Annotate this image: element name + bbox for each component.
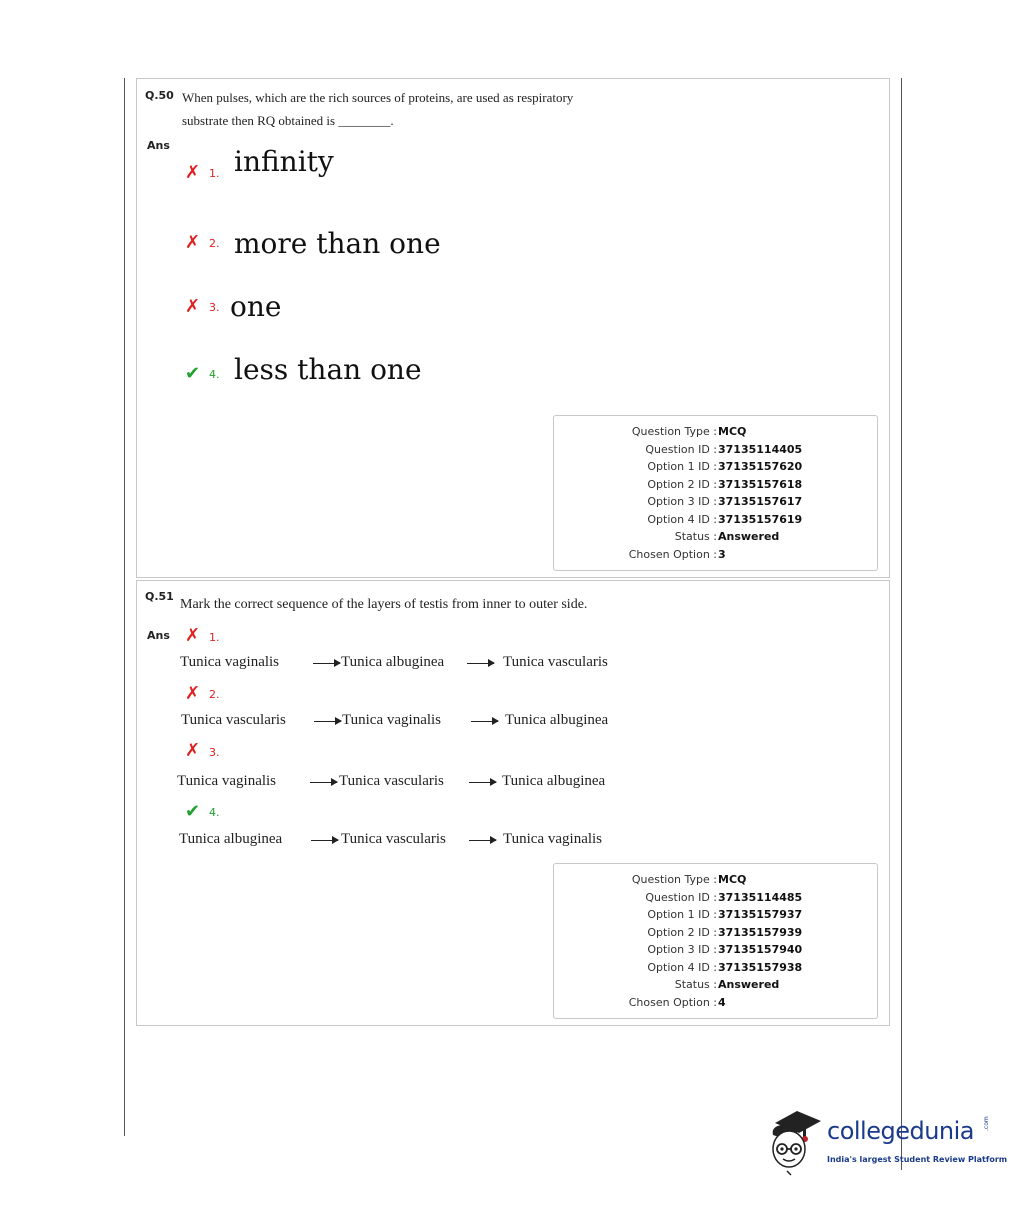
question-number: Q.50 bbox=[145, 89, 174, 102]
option-number: 4. bbox=[209, 806, 220, 819]
option-text: infinity bbox=[234, 145, 334, 178]
option-number: 1. bbox=[209, 631, 220, 644]
logo-tagline: India's largest Student Review Platform bbox=[827, 1155, 1008, 1164]
question-text bbox=[182, 86, 573, 132]
sequence-step: Tunica albuginea bbox=[502, 773, 606, 789]
sequence-step: Tunica vaginalis bbox=[503, 831, 603, 847]
cross-mark-icon: ✗ bbox=[185, 232, 201, 253]
question-number: Q.51 bbox=[145, 590, 174, 603]
logo-suffix: .com bbox=[983, 1116, 990, 1131]
question-text-line: Mark the correct sequence of the layers of testis from inner to outer side. bbox=[180, 597, 588, 612]
arrow-right-icon bbox=[314, 721, 341, 722]
answer-label: Ans bbox=[147, 139, 170, 152]
sequence-step: Tunica vascularis bbox=[181, 712, 286, 728]
sequence-step: Tunica albuginea bbox=[179, 831, 283, 847]
cross-mark-icon: ✗ bbox=[185, 683, 201, 704]
logo-wordmark: collegedunia bbox=[827, 1117, 975, 1145]
cross-mark-icon: ✗ bbox=[185, 740, 201, 761]
check-mark-icon: ✔ bbox=[185, 801, 201, 822]
cross-mark-icon: ✗ bbox=[185, 625, 201, 646]
sequence-step: Tunica vascularis bbox=[339, 773, 444, 789]
option-text: one bbox=[230, 290, 282, 323]
arrow-right-icon bbox=[469, 782, 496, 783]
option-number: 2. bbox=[209, 688, 220, 701]
arrow-right-icon bbox=[311, 840, 338, 841]
answer-label: Ans bbox=[147, 629, 170, 642]
arrow-right-icon bbox=[313, 663, 340, 664]
question-info-panel: Question Type : MCQ Question ID : 37135114405 Option 1 ID : 37135157620 Option 2 ID : 37135157618 Option 3 ID : 37135157617 Option 4 ID : 37135157619 Status : Answered Chosen Option : 3 bbox=[553, 415, 878, 571]
cross-mark-icon: ✗ bbox=[185, 162, 201, 183]
sequence-step: Tunica albuginea bbox=[341, 654, 445, 670]
cross-mark-icon: ✗ bbox=[185, 296, 201, 317]
question-text-line: When pulses, which are the rich sources of proteins, are used as respiratory bbox=[182, 90, 574, 105]
option-text: less than one bbox=[234, 353, 422, 386]
option-number: 3. bbox=[209, 746, 220, 759]
question-text-line: substrate then RQ obtained is ________. bbox=[182, 113, 394, 128]
check-mark-icon: ✔ bbox=[185, 363, 201, 384]
sequence-step: Tunica vascularis bbox=[503, 654, 608, 670]
option-number: 3. bbox=[209, 301, 220, 314]
option-number: 4. bbox=[209, 368, 220, 381]
arrow-right-icon bbox=[467, 663, 494, 664]
sequence-step: Tunica vaginalis bbox=[177, 773, 277, 789]
arrow-right-icon bbox=[471, 721, 498, 722]
right-margin-line bbox=[901, 78, 902, 1170]
question-info-panel: Question Type : MCQ Question ID : 37135114485 Option 1 ID : 37135157937 Option 2 ID : 37135157939 Option 3 ID : 37135157940 Option 4 ID : 37135157938 Status : Answered Chosen Option : 4 bbox=[553, 863, 878, 1019]
option-text: more than one bbox=[234, 227, 441, 260]
sequence-step: Tunica vaginalis bbox=[180, 654, 280, 670]
sequence-step: Tunica vascularis bbox=[341, 831, 446, 847]
sequence-step: Tunica albuginea bbox=[505, 712, 609, 728]
collegedunia-logo bbox=[767, 1103, 1008, 1183]
option-number: 1. bbox=[209, 167, 220, 180]
sequence-step: Tunica vaginalis bbox=[342, 712, 442, 728]
arrow-right-icon bbox=[469, 840, 496, 841]
arrow-right-icon bbox=[310, 782, 337, 783]
mascot-icon bbox=[767, 1105, 825, 1177]
left-margin-line bbox=[124, 78, 125, 1136]
question-text bbox=[180, 593, 587, 616]
option-number: 2. bbox=[209, 237, 220, 250]
